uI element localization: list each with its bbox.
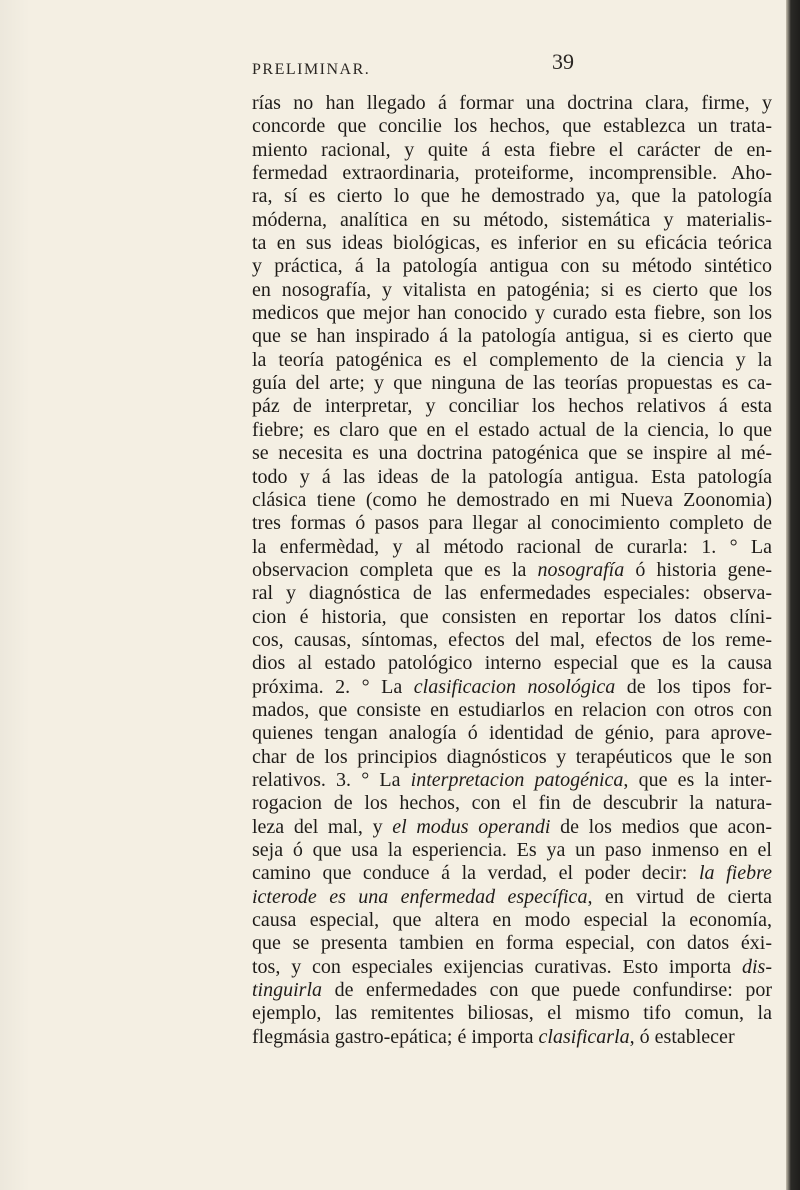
text-line: clásica tiene (como he demostrado en mi Nueva Zoonomia) xyxy=(252,488,772,511)
header-title: PRELIMINAR. xyxy=(252,61,371,78)
text-line: flegmásia gastro-epática; é importa clasificarla, ó establecer xyxy=(252,1025,735,1048)
text-line: leza del mal, y el modus operandi de los medios que acon- xyxy=(252,815,772,838)
text-line: cion é historia, que consisten en reportar los datos clíni- xyxy=(252,605,772,628)
text-line: móderna, analítica en su método, sistemática y materialis- xyxy=(252,208,772,231)
text-line: observacion completa que es la nosografía ó historia gene- xyxy=(252,558,772,581)
text-line: la enfermèdad, y al método racional de curarla: 1. ° La xyxy=(252,535,772,558)
text-line: relativos. 3. ° La interpretacion patogénica, que es la inter- xyxy=(252,768,772,791)
text-line: quienes tengan analogía ó identidad de génio, para aprove- xyxy=(252,722,772,745)
text-line: que se presenta tambien en forma especial, con datos éxi- xyxy=(252,932,772,955)
page-edge xyxy=(786,0,800,1190)
text-line: se necesita es una doctrina patogénica que se inspire al mé- xyxy=(252,442,772,465)
running-head xyxy=(0,50,800,80)
text-line: ral y diagnóstica de las enfermedades especiales: observa- xyxy=(252,582,772,605)
text-line: en nosografía, y vitalista en patogénia; si es cierto que los xyxy=(252,278,772,301)
text-line: fermedad extraordinaria, proteiforme, incomprensible. Aho- xyxy=(252,162,772,185)
text-line: guía del arte; y que ninguna de las teorías propuestas es ca- xyxy=(252,372,772,395)
page-number: 39 xyxy=(552,49,574,74)
text-line: tres formas ó pasos para llegar al conocimiento completo de xyxy=(252,512,772,535)
text-line: seja ó que usa la esperiencia. Es ya un paso inmenso en el xyxy=(252,839,772,861)
text-line: char de los principios diagnósticos y terapéuticos que le son xyxy=(252,745,772,768)
page-shadow xyxy=(0,0,30,1190)
text-line: ra, sí es cierto lo que he demostrado ya, que la patología xyxy=(252,185,772,208)
text-line: camino que conduce á la verdad, el poder decir: la fiebre xyxy=(252,862,772,885)
text-line: ejemplo, las remitentes biliosas, el mismo tifo comun, la xyxy=(252,1002,772,1025)
body-text xyxy=(252,92,772,1049)
text-line: fiebre; es claro que en el estado actual de la ciencia, lo que xyxy=(252,418,772,441)
text-line: dios al estado patológico interno especial que es la causa xyxy=(252,652,772,675)
text-line: la teoría patogénica es el complemento de la ciencia y la xyxy=(252,348,772,371)
text-line: y práctica, á la patología antigua con su método sintético xyxy=(252,255,772,278)
text-line: rogacion de los hechos, con el fin de descubrir la natura- xyxy=(252,792,772,815)
text-line: causa especial, que altera en modo especial la economía, xyxy=(252,909,772,932)
text-line: tinguirla de enfermedades con que puede confundirse: por xyxy=(252,979,772,1002)
text-line: mados, que consiste en estudiarlos en relacion con otros con xyxy=(252,698,772,721)
text-line: icterode es una enfermedad específica, en virtud de cierta xyxy=(252,885,772,908)
text-line: concorde que concilie los hechos, que establezca un trata- xyxy=(252,115,772,138)
text-line: medicos que mejor han conocido y curado esta fiebre, son los xyxy=(252,302,772,325)
text-line: próxima. 2. ° La clasificacion nosológica de los tipos for- xyxy=(252,675,772,698)
text-line: cos, causas, síntomas, efectos del mal, efectos de los reme- xyxy=(252,628,772,651)
text-line: que se han inspirado á la patología antigua, si es cierto que xyxy=(252,325,772,348)
text-line: páz de interpretar, y conciliar los hechos relativos á esta xyxy=(252,395,772,418)
text-line: rías no han llegado á formar una doctrina clara, firme, y xyxy=(252,92,772,114)
text-line: miento racional, y quite á esta fiebre el carácter de en- xyxy=(252,138,772,161)
text-line: tos, y con especiales exijencias curativas. Esto importa dis- xyxy=(252,955,772,978)
text-line: todo y á las ideas de la patología antigua. Esta patología xyxy=(252,465,772,488)
text-line: ta en sus ideas biológicas, es inferior en su eficácia teórica xyxy=(252,232,772,255)
